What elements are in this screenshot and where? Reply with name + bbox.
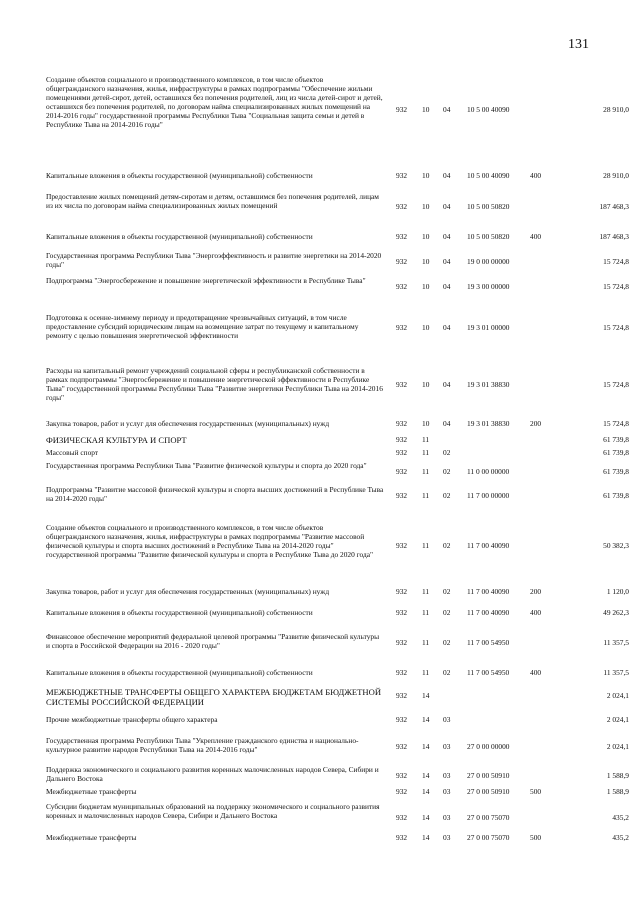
row-description: МЕЖБЮДЖЕТНЫЕ ТРАНСФЕРТЫ ОБЩЕГО ХАРАКТЕРА БЮДЖЕТАМ БЮДЖЕТНОЙ СИСТЕМЫ РОССИЙСКОЙ ФЕДЕРАЦИИ bbox=[46, 687, 382, 707]
table-row bbox=[0, 486, 640, 524]
row-csr: 27 0 00 50910 bbox=[467, 771, 510, 780]
row-sum: 15 724,8 bbox=[603, 419, 629, 428]
row-ved: 932 bbox=[396, 105, 408, 114]
row-description: Подпрограмма "Развитие массовой физической культуры и спорта высших достижений в Республике Тыва на 2014-2020 годы" bbox=[46, 485, 384, 503]
table-row bbox=[0, 609, 640, 633]
row-csr: 27 0 00 75070 bbox=[467, 833, 510, 842]
table-row bbox=[0, 834, 640, 848]
table-row bbox=[0, 737, 640, 766]
row-pr: 04 bbox=[443, 232, 451, 241]
row-vr: 500 bbox=[530, 833, 542, 842]
row-description: Государственная программа Республики Тыва "Энергоэффективность и развитие энергетики на 2014-2020 годы" bbox=[46, 251, 382, 269]
row-description: Поддержка экономического и социального развития коренных малочисленных народов Севера, Сибири и Дальнего Востока bbox=[46, 765, 379, 783]
row-ved: 932 bbox=[396, 833, 408, 842]
table-row bbox=[0, 803, 640, 834]
row-description: Предоставление жилых помещений детям-сиротам и детям, оставшимся без попечения родителей, лицам из их числа по договорам найма специализированных жилых помещений bbox=[46, 192, 379, 210]
row-description: ФИЗИЧЕСКАЯ КУЛЬТУРА И СПОРТ bbox=[46, 435, 187, 445]
table-row bbox=[0, 233, 640, 252]
row-sum: 11 357,5 bbox=[603, 638, 629, 647]
row-csr: 19 3 01 00000 bbox=[467, 323, 510, 332]
table-row bbox=[0, 462, 640, 486]
row-pr: 02 bbox=[443, 638, 451, 647]
row-csr: 10 5 00 40090 bbox=[467, 105, 510, 114]
row-csr: 11 7 00 40090 bbox=[467, 608, 510, 617]
row-pr: 03 bbox=[443, 787, 451, 796]
row-pr: 04 bbox=[443, 380, 451, 389]
row-pr: 04 bbox=[443, 171, 451, 180]
row-pr: 03 bbox=[443, 771, 451, 780]
row-sum: 1 588,9 bbox=[606, 787, 629, 796]
row-csr: 11 0 00 00000 bbox=[467, 467, 510, 476]
row-description: Межбюджетные трансферты bbox=[46, 833, 137, 842]
row-description: Прочие межбюджетные трансферты общего характера bbox=[46, 715, 218, 724]
table-row bbox=[0, 367, 640, 420]
row-rz: 11 bbox=[422, 608, 430, 617]
row-sum: 15 724,8 bbox=[603, 282, 629, 291]
row-rz: 10 bbox=[422, 171, 430, 180]
row-ved: 932 bbox=[396, 691, 408, 700]
row-ved: 932 bbox=[396, 813, 408, 822]
row-pr: 02 bbox=[443, 608, 451, 617]
row-csr: 11 7 00 40090 bbox=[467, 541, 510, 550]
row-rz: 10 bbox=[422, 232, 430, 241]
row-pr: 02 bbox=[443, 467, 451, 476]
row-sum: 61 739,8 bbox=[603, 435, 629, 444]
row-vr: 400 bbox=[530, 232, 542, 241]
row-description: Капитальные вложения в объекты государственной (муниципальной) собственности bbox=[46, 608, 313, 617]
row-rz: 10 bbox=[422, 105, 430, 114]
row-rz: 11 bbox=[422, 448, 430, 457]
row-rz: 14 bbox=[422, 715, 430, 724]
table-row bbox=[0, 766, 640, 788]
row-rz: 14 bbox=[422, 771, 430, 780]
row-pr: 02 bbox=[443, 668, 451, 677]
row-ved: 932 bbox=[396, 419, 408, 428]
row-description: Межбюджетные трансферты bbox=[46, 787, 137, 796]
table-row bbox=[0, 277, 640, 314]
row-description: Создание объектов социального и производственного комплексов, в том числе объектов общегражданского назначения, жилья, инфраструктуры в рамках подпрограммы "Обеспечение жильми помещениями детей-сирот, детей, оставшихся без попечения родителей, лиц из числа детей-сирот и детей, оставшихся без попечения родителей, по договорам найма специализированных жилых помещений на 2014-2016 годы" государственной программы Республики Тыва "Социальная защита семьи и детей в Республике Тыва на 2014-2016 годы" bbox=[46, 75, 383, 129]
row-sum: 61 739,8 bbox=[603, 467, 629, 476]
row-sum: 61 739,8 bbox=[603, 448, 629, 457]
row-rz: 10 bbox=[422, 202, 430, 211]
row-pr: 04 bbox=[443, 202, 451, 211]
row-ved: 932 bbox=[396, 608, 408, 617]
budget-table bbox=[0, 76, 640, 848]
row-vr: 200 bbox=[530, 419, 542, 428]
row-pr: 04 bbox=[443, 257, 451, 266]
row-description: Капитальные вложения в объекты государственной (муниципальной) собственности bbox=[46, 171, 313, 180]
row-description: Субсидии бюджетам муниципальных образований на поддержку экономического и социального развития коренных и малочисленных народов Севера, Сибири и Дальнего Востока bbox=[46, 802, 380, 820]
row-pr: 02 bbox=[443, 541, 451, 550]
table-row bbox=[0, 76, 640, 172]
row-sum: 2 024,1 bbox=[606, 715, 629, 724]
row-vr: 400 bbox=[530, 608, 542, 617]
row-description: Подпрограмма "Энергосбережение и повышение энергетической эффективности в Республике Тыва" bbox=[46, 276, 366, 285]
row-csr: 11 7 00 54950 bbox=[467, 638, 510, 647]
row-rz: 14 bbox=[422, 813, 430, 822]
row-ved: 932 bbox=[396, 668, 408, 677]
row-csr: 19 0 00 00000 bbox=[467, 257, 510, 266]
row-ved: 932 bbox=[396, 380, 408, 389]
row-pr: 04 bbox=[443, 419, 451, 428]
row-ved: 932 bbox=[396, 541, 408, 550]
row-rz: 11 bbox=[422, 435, 430, 444]
row-rz: 14 bbox=[422, 742, 430, 751]
row-csr: 10 5 00 50820 bbox=[467, 232, 510, 241]
row-pr: 04 bbox=[443, 323, 451, 332]
row-description: Финансовое обеспечение мероприятий федеральной целевой программы "Развитие физической культуры и спорта в Российской Федерации на 2016 - 2020 годы" bbox=[46, 632, 380, 650]
row-sum: 15 724,8 bbox=[603, 380, 629, 389]
row-sum: 28 910,0 bbox=[603, 105, 629, 114]
table-row bbox=[0, 716, 640, 737]
row-rz: 11 bbox=[422, 638, 430, 647]
table-row bbox=[0, 420, 640, 436]
row-ved: 932 bbox=[396, 435, 408, 444]
row-vr: 400 bbox=[530, 668, 542, 677]
row-sum: 187 468,3 bbox=[599, 232, 629, 241]
row-description: Государственная программа Республики Тыва "Укрепление гражданского единства и национально-культурное развитие народов Республики Тыва на 2014-2016 годы" bbox=[46, 736, 359, 754]
row-csr: 27 0 00 75070 bbox=[467, 813, 510, 822]
row-csr: 19 3 00 00000 bbox=[467, 282, 510, 291]
row-ved: 932 bbox=[396, 491, 408, 500]
table-row bbox=[0, 252, 640, 277]
row-description: Подготовка к осенне-зимнему периоду и предотвращение чрезвычайных ситуаций, в том числе предоставление субсидий юридическим лицам на возмещение затрат по текущему и капитальному ремонту с целью повышения энергетической эффективности bbox=[46, 313, 359, 340]
row-sum: 49 262,3 bbox=[603, 608, 629, 617]
row-vr: 400 bbox=[530, 171, 542, 180]
row-ved: 932 bbox=[396, 715, 408, 724]
table-row bbox=[0, 172, 640, 193]
row-rz: 14 bbox=[422, 691, 430, 700]
row-ved: 932 bbox=[396, 232, 408, 241]
row-sum: 11 357,5 bbox=[603, 668, 629, 677]
table-row bbox=[0, 193, 640, 233]
row-ved: 932 bbox=[396, 323, 408, 332]
table-row bbox=[0, 688, 640, 716]
row-ved: 932 bbox=[396, 587, 408, 596]
row-csr: 10 5 00 40090 bbox=[467, 171, 510, 180]
row-pr: 04 bbox=[443, 105, 451, 114]
row-pr: 02 bbox=[443, 587, 451, 596]
row-ved: 932 bbox=[396, 638, 408, 647]
row-sum: 2 024,1 bbox=[606, 742, 629, 751]
row-description: Создание объектов социального и производственного комплексов, в том числе объектов общегражданского назначения, жилья, инфраструктуры в рамках подпрограммы "Развитие массовой физической культуры и спорта высших достижений в Республике Тыва на 2014-2020 годы" государственной программы "Развитие физической культуры и спорта в Республике Тыва до 2020 года" bbox=[46, 523, 374, 559]
row-pr: 03 bbox=[443, 742, 451, 751]
row-sum: 1 588,9 bbox=[606, 771, 629, 780]
row-pr: 03 bbox=[443, 813, 451, 822]
table-row bbox=[0, 788, 640, 803]
row-description: Капитальные вложения в объекты государственной (муниципальной) собственности bbox=[46, 668, 313, 677]
row-ved: 932 bbox=[396, 787, 408, 796]
row-rz: 14 bbox=[422, 787, 430, 796]
row-ved: 932 bbox=[396, 771, 408, 780]
row-csr: 11 7 00 54950 bbox=[467, 668, 510, 677]
row-ved: 932 bbox=[396, 467, 408, 476]
row-rz: 10 bbox=[422, 282, 430, 291]
row-description: Закупка товаров, работ и услуг для обеспечения государственных (муниципальных) нужд bbox=[46, 419, 330, 428]
row-rz: 14 bbox=[422, 833, 430, 842]
table-row bbox=[0, 588, 640, 609]
row-rz: 11 bbox=[422, 491, 430, 500]
row-sum: 1 120,0 bbox=[606, 587, 629, 596]
row-csr: 10 5 00 50820 bbox=[467, 202, 510, 211]
row-sum: 435,2 bbox=[612, 833, 629, 842]
row-sum: 28 910,0 bbox=[603, 171, 629, 180]
row-rz: 11 bbox=[422, 541, 430, 550]
row-rz: 11 bbox=[422, 668, 430, 677]
row-rz: 10 bbox=[422, 419, 430, 428]
row-sum: 15 724,8 bbox=[603, 257, 629, 266]
row-sum: 15 724,8 bbox=[603, 323, 629, 332]
row-ved: 932 bbox=[396, 202, 408, 211]
row-csr: 27 0 00 00000 bbox=[467, 742, 510, 751]
row-ved: 932 bbox=[396, 171, 408, 180]
row-sum: 2 024,1 bbox=[606, 691, 629, 700]
row-vr: 200 bbox=[530, 587, 542, 596]
row-sum: 50 382,3 bbox=[603, 541, 629, 550]
row-sum: 435,2 bbox=[612, 813, 629, 822]
row-description: Капитальные вложения в объекты государственной (муниципальной) собственности bbox=[46, 232, 313, 241]
table-row bbox=[0, 633, 640, 669]
row-csr: 19 3 01 38830 bbox=[467, 419, 510, 428]
row-vr: 500 bbox=[530, 787, 542, 796]
row-rz: 11 bbox=[422, 467, 430, 476]
row-description: Массовый спорт bbox=[46, 448, 99, 457]
row-pr: 02 bbox=[443, 448, 451, 457]
row-ved: 932 bbox=[396, 282, 408, 291]
row-rz: 10 bbox=[422, 257, 430, 266]
page-number: 131 bbox=[568, 37, 589, 52]
table-row bbox=[0, 524, 640, 588]
table-row bbox=[0, 669, 640, 688]
row-pr: 03 bbox=[443, 833, 451, 842]
row-rz: 10 bbox=[422, 380, 430, 389]
row-ved: 932 bbox=[396, 257, 408, 266]
row-pr: 04 bbox=[443, 282, 451, 291]
row-ved: 932 bbox=[396, 448, 408, 457]
row-csr: 27 0 00 50910 bbox=[467, 787, 510, 796]
row-sum: 61 739,8 bbox=[603, 491, 629, 500]
table-row bbox=[0, 314, 640, 367]
row-csr: 19 3 01 38830 bbox=[467, 380, 510, 389]
row-csr: 11 7 00 00000 bbox=[467, 491, 510, 500]
row-sum: 187 468,3 bbox=[599, 202, 629, 211]
row-rz: 11 bbox=[422, 587, 430, 596]
row-description: Закупка товаров, работ и услуг для обеспечения государственных (муниципальных) нужд bbox=[46, 587, 330, 596]
row-rz: 10 bbox=[422, 323, 430, 332]
row-description: Государственная программа Республики Тыва "Развитие физической культуры и спорта до 2020 года" bbox=[46, 461, 367, 470]
row-csr: 11 7 00 40090 bbox=[467, 587, 510, 596]
row-ved: 932 bbox=[396, 742, 408, 751]
row-pr: 02 bbox=[443, 491, 451, 500]
row-description: Расходы на капитальный ремонт учреждений социальной сферы и республиканской собственности в рамках подпрограммы "Энергосбережение и повышение энергетической эффективности в Республике Тыва" государственной программы Республики Тыва "Развитие энергетики Республики Тыва на 2014-2016 годы" bbox=[46, 366, 383, 402]
row-pr: 03 bbox=[443, 715, 451, 724]
